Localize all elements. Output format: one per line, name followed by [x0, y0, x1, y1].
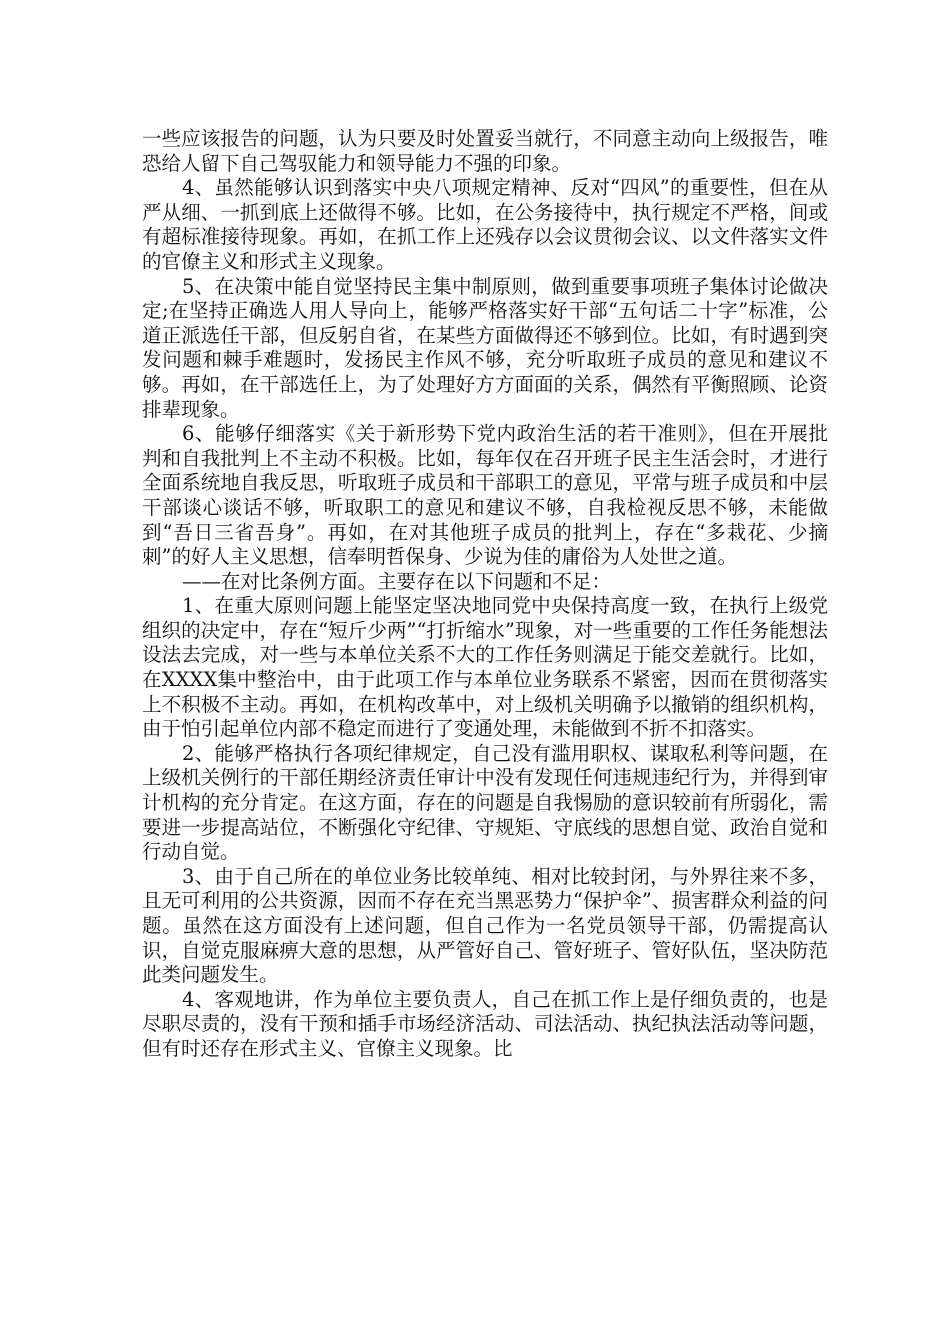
document-page — [142, 127, 828, 1062]
paragraph-item-5-democratic-centralism: 5、在决策中能自觉坚持民主集中制原则，做到重要事项班子集体讨论做决定;在坚持正确选人用人导向上，能够严格落实好干部“五句话二十字”标准，公道正派选任干部，但反躬自省，在某些方面做得还不够到位。比如，有时遇到突发问题和棘手难题时，发扬民主作风不够，充分听取班子成员的意见和建议不够。再如，在干部选任上，为了处理好方方面面的关系，偶然有平衡照顾、论资排辈现象。 — [142, 274, 828, 421]
section-heading-regulations: ——在对比条例方面。主要存在以下问题和不足： — [181, 569, 611, 593]
paragraph-item-3-protective-umbrella: 3、由于自己所在的单位业务比较单纯、相对比较封闭，与外界往来不多，且无可利用的公共资源，因而不存在充当黑恶势力“保护伞”、损害群众利益的问题。虽然在这方面没有上述问题，但自己作为一名党员领导干部，仍需提高认识，自觉克服麻痹大意的思想，从严管好自己、管好班子、管好队伍，坚决防范此类问题发生。 — [142, 864, 828, 987]
paragraph-continuation: 一些应该报告的问题，认为只要及时处置妥当就行，不同意主动向上级报告，唯恐给人留下自己驾驭能力和领导能力不强的印象。 — [142, 127, 828, 175]
paragraph-item-4-four-winds: 4、虽然能够认识到落实中央八项规定精神、反对“四风”的重要性，但在从严从细、一抓到底上还做得不够。比如，在公务接待中，执行规定不严格，间或有超标准接待现象。再如，在抓工作上还残存以会议贯彻会议、以文件落实文件的官僚主义和形式主义现象。 — [142, 176, 828, 273]
paragraph-item-4-responsibility: 4、客观地讲，作为单位主要负责人，自己在抓工作上是仔细负责的，也是尽职尽责的，没有干预和插手市场经济活动、司法活动、执纪执法活动等问题，但有时还存在形式主义、官僚主义现象。比 — [142, 987, 828, 1060]
paragraph-item-2-discipline: 2、能够严格执行各项纪律规定，自己没有滥用职权、谋取私利等问题，在上级机关例行的干部任期经济责任审计中没有发现任何违规违纪行为，并得到审计机构的充分肯定。在这方面，存在的问题是自我惕励的意识较前有所弱化，需要进一步提高站位，不断强化守纪律、守规矩、守底线的思想自觉、政治自觉和行动自觉。 — [142, 741, 828, 864]
paragraph-item-1-principles: 1、在重大原则问题上能坚定坚决地同党中央保持高度一致，在执行上级党组织的决定中，存在“短斤少两”“打折缩水”现象，对一些重要的工作任务能想法设法去完成，对一些与本单位关系不大的工作任务则满足于能交差就行。比如，在XXXX集中整治中，由于此项工作与本单位业务联系不紧密，因而在贯彻落实上不积极不主动。再如，在机构改革中，对上级机关明确予以撤销的组织机构，由于怕引起单位内部不稳定而进行了变通处理，未能做到不折不扣落实。 — [142, 594, 828, 741]
paragraph-item-6-criticism: 6、能够仔细落实《关于新形势下党内政治生活的若干准则》，但在开展批判和自我批判上不主动不积极。比如，每年仅在召开班子民主生活会时，才进行全面系统地自我反思，听取班子成员和干部职工的意见，平常与班子成员和中层干部谈心谈话不够，听取职工的意见和建议不够，自我检视反思不够，未能做到“吾日三省吾身”。再如，在对其他班子成员的批判上，存在“多栽花、少摘刺”的好人主义思想，信奉明哲保身、少说为佳的庸俗为人处世之道。 — [142, 422, 828, 569]
